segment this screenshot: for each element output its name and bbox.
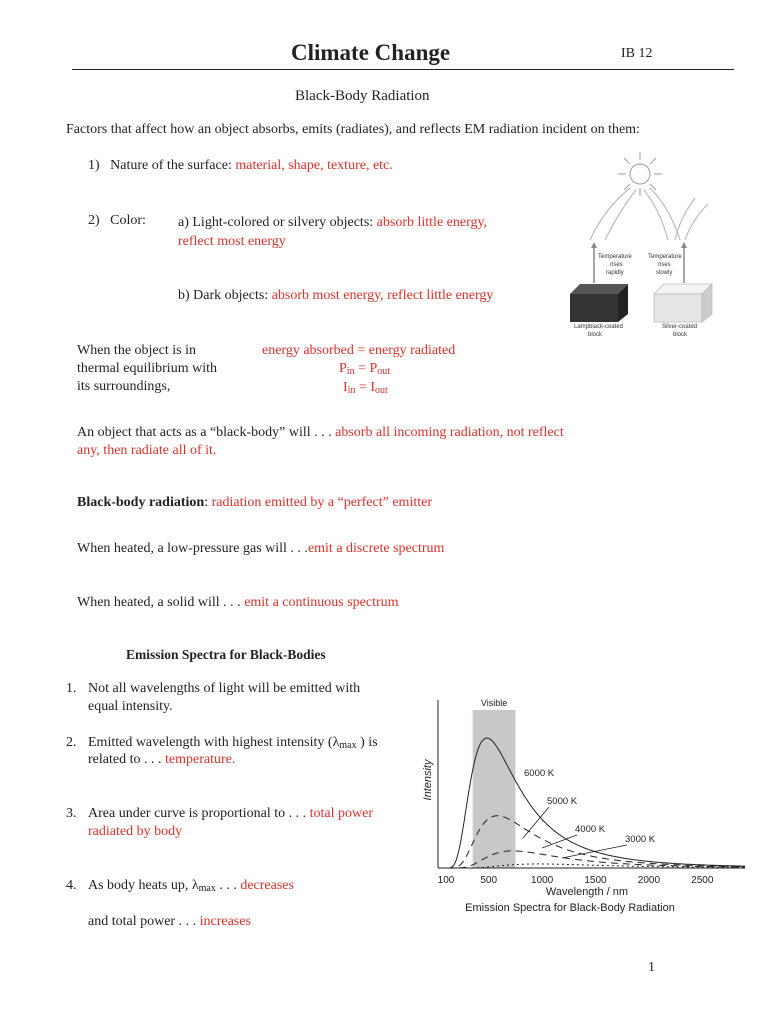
x-ticks <box>438 875 714 886</box>
solid-answer: emit a continuous spectrum <box>244 595 399 610</box>
header-rule <box>72 69 734 70</box>
y-axis-label: Intensity <box>422 759 434 801</box>
intensity-equation: $I_{in} = I_{out}$ <box>343 380 388 396</box>
x-tick-label: 1500 <box>584 875 607 886</box>
blackbody-answer-2: any, then radiate all of it. <box>77 443 217 458</box>
course-label: IB 12 <box>621 46 653 61</box>
factor-2-label: Color: <box>110 213 146 228</box>
equilibrium-equation: energy absorbed = energy radiated <box>262 343 456 358</box>
curve-label-4000k: 4000 K <box>575 824 606 835</box>
gas-question: When heated, a low-pressure gas will . . .emit a discrete spectrum <box>77 541 445 556</box>
point-2-answer: temperature. <box>164 752 236 767</box>
left-temp-label-2: rises <box>610 262 623 268</box>
power-equation: $P_{in} = P_{out}$ <box>339 361 391 377</box>
factor-2-number: 2) <box>88 213 100 228</box>
point-2-line-1: Emitted wavelength with highest intensity ($\lambda_{max}$ ) is <box>88 735 378 751</box>
right-temp-label-1: Temperature <box>648 254 682 260</box>
page-title: Climate Change <box>291 40 451 65</box>
page-number: 1 <box>648 960 655 975</box>
silver-block <box>654 284 712 322</box>
x-tick-label: 2500 <box>691 875 714 886</box>
curve-label-6000k: 6000 K <box>524 768 555 779</box>
point-4-line: As body heats up, $\lambda_{max}$ . . . decreases <box>88 878 294 894</box>
right-temp-label-3: slowly <box>656 270 673 276</box>
point-3-answer-2: radiated by body <box>88 824 183 839</box>
point-1-line-1: Not all wavelengths of light will be emitted with <box>88 681 361 696</box>
intro-text: Factors that affect how an object absorbs, emits (radiates), and reflects EM radiation incident on them: <box>66 122 640 137</box>
right-block-label-2: block <box>673 332 688 338</box>
point-3-line-1: Area under curve is proportional to . . . total power <box>88 806 373 821</box>
left-block-label-2: block <box>588 332 603 338</box>
bb-radiation-answer: radiation emitted by a “perfect” emitter <box>211 495 432 510</box>
factor-1-label: Nature of the surface: <box>110 158 236 173</box>
curve-label-5000k: 5000 K <box>547 796 578 807</box>
point-2-line-2: related to . . . temperature. <box>88 752 236 767</box>
visible-label: Visible <box>480 698 508 708</box>
point-1-number: 1. <box>66 681 77 696</box>
factor-2a-answer-2: reflect most energy <box>178 234 286 249</box>
blackbody-answer-1: absorb all incoming radiation, not reflect <box>335 425 564 440</box>
point-4-number: 4. <box>66 878 77 893</box>
spectra-heading: Emission Spectra for Black-Bodies <box>126 647 326 662</box>
bb-radiation-label: Black-body radiation <box>77 495 205 510</box>
x-tick-label: 500 <box>480 875 498 886</box>
factor-2 <box>88 213 146 229</box>
black-block <box>570 284 628 322</box>
left-block-label-1: Lampblack-coated <box>574 324 624 330</box>
point-3-answer-1: total power <box>309 806 373 821</box>
x-axis-label: Wavelength / nm <box>545 886 629 898</box>
point-2-number: 2. <box>66 735 77 750</box>
factor-1 <box>88 158 393 174</box>
point-5-line: and total power . . . increases <box>88 914 251 929</box>
solid-question: When heated, a solid will . . . emit a continuous spectrum <box>77 595 399 610</box>
equilibrium-line-1: When the object is in <box>77 343 196 358</box>
equilibrium-line-2: thermal equilibrium with <box>77 361 217 376</box>
factor-2b <box>178 288 493 304</box>
right-block-label-1: Silver-coated <box>662 324 698 330</box>
point-4-answer: decreases <box>240 878 294 893</box>
factor-2b-label: b) Dark objects: <box>178 288 272 303</box>
point-1-line-2: equal intensity. <box>88 699 173 714</box>
left-temp-label-3: rapidly <box>606 270 624 276</box>
section-title: Black-Body Radiation <box>295 88 430 104</box>
blackbody-chart <box>415 690 750 920</box>
curve-label-3000k: 3000 K <box>625 834 656 845</box>
right-temp-label-2: rises <box>658 262 671 268</box>
factor-2b-answer: absorb most energy, reflect little energy <box>271 288 494 303</box>
sun-blocks-figure <box>560 148 720 343</box>
factor-1-number: 1) <box>88 158 100 173</box>
left-temp-label-1: Temperature <box>598 254 632 260</box>
equilibrium-line-3: its surroundings, <box>77 379 171 394</box>
factor-2a-label: a) Light-colored or silvery objects: <box>178 215 377 230</box>
x-tick-label: 1000 <box>530 875 554 886</box>
point-3-number: 3. <box>66 806 77 821</box>
point-5-answer: increases <box>199 914 251 929</box>
x-tick-label: 100 <box>437 875 455 886</box>
gas-answer: emit a discrete spectrum <box>307 541 445 556</box>
chart-caption: Emission Spectra for Black-Body Radiation <box>465 902 675 914</box>
radiation-arrows <box>590 188 708 240</box>
bb-radiation-definition: Black-body radiation: radiation emitted by a “perfect” emitter <box>77 495 432 510</box>
visible-band <box>473 710 516 868</box>
blackbody-question: An object that acts as a “black-body” will . . . absorb all incoming radiation, not reflect <box>77 425 564 440</box>
factor-1-answer: material, shape, texture, etc. <box>235 158 393 173</box>
factor-2a <box>178 215 487 231</box>
sun-icon <box>618 152 662 196</box>
factor-2a-answer-1: absorb little energy, <box>376 215 488 230</box>
x-tick-label: 2000 <box>637 875 661 886</box>
curve-labels <box>523 768 656 858</box>
